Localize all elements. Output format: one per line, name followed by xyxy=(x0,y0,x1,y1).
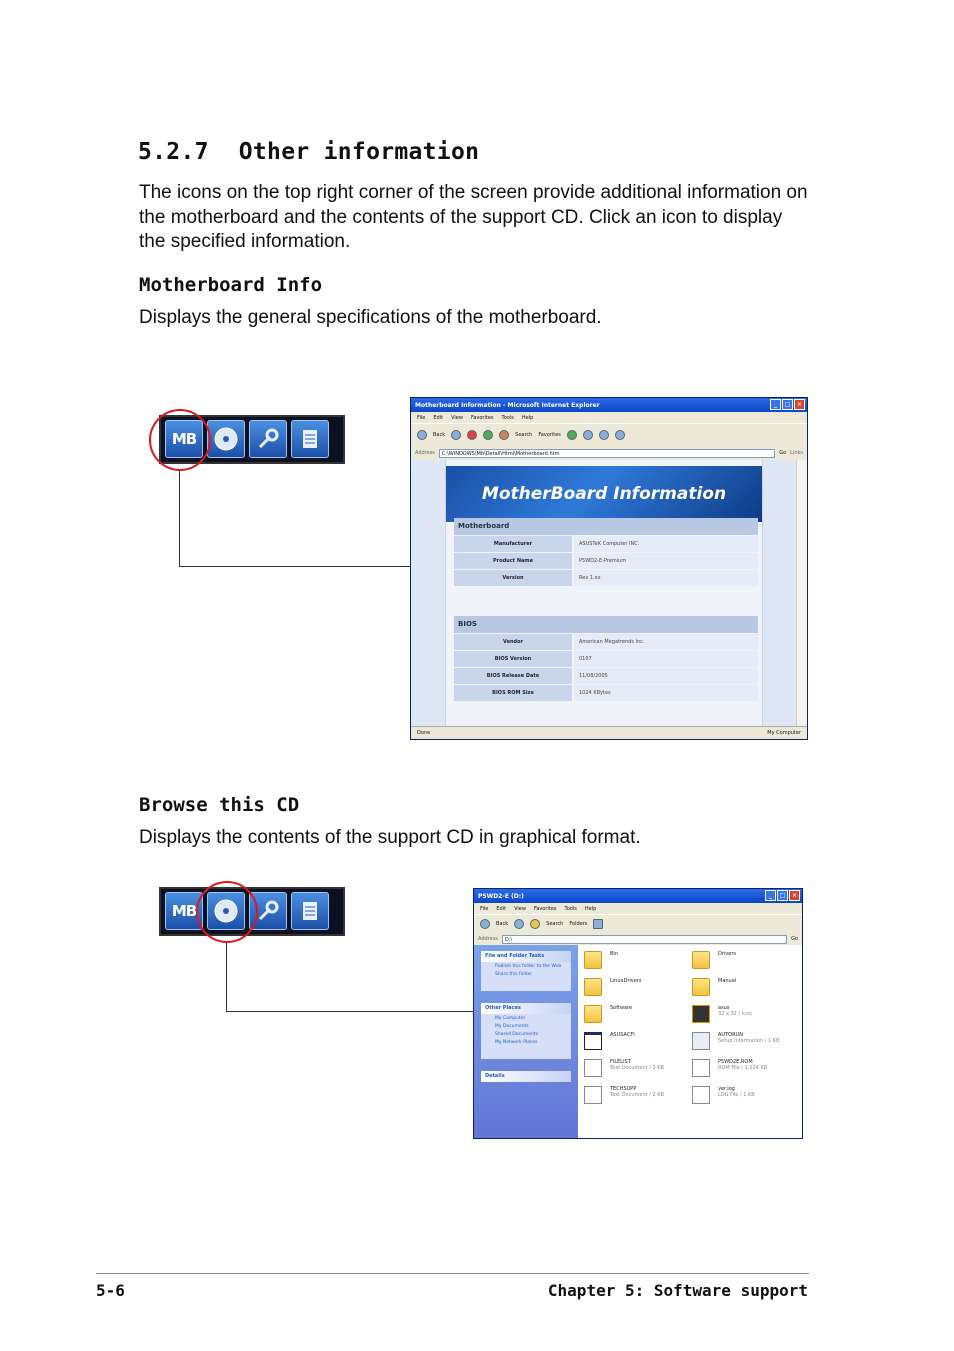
menu-view[interactable]: View xyxy=(451,414,463,421)
motherboard-info-window xyxy=(410,397,808,740)
row-key: BIOS Release Date xyxy=(454,668,572,684)
browse-cd-heading: Browse this CD xyxy=(139,794,300,816)
chapter-title: Chapter 5: Software support xyxy=(547,1281,808,1300)
row-value: Rev 1.xx xyxy=(574,570,758,586)
menu-edit[interactable]: Edit xyxy=(496,905,507,912)
file-name: FILELIST xyxy=(610,1059,631,1065)
row-value: 1024 KBytes xyxy=(574,685,758,701)
page-content xyxy=(411,460,797,727)
file-item[interactable] xyxy=(692,1059,767,1077)
file-item[interactable] xyxy=(584,978,641,996)
cd-icon[interactable] xyxy=(207,420,245,458)
log-file-icon xyxy=(692,1086,710,1104)
motherboard-page xyxy=(445,460,763,727)
file-item[interactable] xyxy=(584,951,618,969)
file-name: Software xyxy=(610,1005,633,1011)
menu-view[interactable]: View xyxy=(514,905,526,912)
back-button[interactable]: Back xyxy=(433,432,446,438)
row-value: American Megatrends Inc. xyxy=(574,634,758,650)
maximize-button[interactable]: □ xyxy=(782,399,793,410)
close-button[interactable]: × xyxy=(794,399,805,410)
motherboard-info-heading: Motherboard Info xyxy=(139,274,323,296)
section-number: 5.2.7 xyxy=(138,139,209,165)
asus-logo-icon xyxy=(692,1005,710,1023)
menu-file[interactable]: File xyxy=(480,905,489,912)
menu-tools[interactable]: Tools xyxy=(564,905,577,912)
file-list xyxy=(578,945,802,1138)
links-button[interactable]: Links xyxy=(790,450,803,456)
section-title: Other information xyxy=(238,139,480,165)
table-row xyxy=(454,685,758,701)
go-button[interactable]: Go xyxy=(791,936,798,942)
place-link[interactable]: My Network Places xyxy=(495,1040,538,1045)
motherboard-info-description: Displays the general specifications of the motherboard. xyxy=(139,307,602,328)
go-button[interactable]: Go xyxy=(779,450,787,456)
print-icon[interactable] xyxy=(615,430,625,440)
menu-help[interactable]: Help xyxy=(584,905,597,912)
place-link[interactable]: My Documents xyxy=(495,1024,529,1029)
table-row xyxy=(454,570,758,586)
close-button[interactable]: × xyxy=(789,890,800,901)
callout-line-vertical xyxy=(179,471,180,567)
setup-info-icon xyxy=(692,1032,710,1050)
toolbar xyxy=(411,423,807,446)
stop-icon[interactable] xyxy=(467,430,477,440)
menu-bar xyxy=(474,903,802,914)
wrench-icon[interactable] xyxy=(249,420,287,458)
application-icon xyxy=(584,1032,602,1050)
folder-icon xyxy=(692,978,710,996)
file-name: Bin xyxy=(610,951,618,957)
row-key: Version xyxy=(454,570,572,586)
document-icon[interactable] xyxy=(291,420,329,458)
callout-line-vertical xyxy=(226,943,227,1012)
browse-cd-description: Displays the contents of the support CD in graphical format. xyxy=(139,827,641,848)
address-input[interactable]: C:\WINDOWS\Mb\Detail\Html\Motherboard.htm xyxy=(439,449,775,458)
menu-favorites[interactable]: Favorites xyxy=(470,414,494,421)
mail-icon[interactable] xyxy=(599,430,609,440)
folder-icon xyxy=(584,1005,602,1023)
up-folder-icon[interactable] xyxy=(530,919,540,929)
file-folder-tasks-panel xyxy=(481,951,571,991)
address-label: Address xyxy=(478,936,498,942)
row-key: BIOS Version xyxy=(454,651,572,667)
forward-icon[interactable] xyxy=(514,919,524,929)
file-name: P5WD2E.ROM xyxy=(718,1059,753,1065)
file-name: Drivers xyxy=(718,951,736,957)
row-value: 0107 xyxy=(574,651,758,667)
row-value: 11/08/2005 xyxy=(574,668,758,684)
address-input[interactable]: D:\ xyxy=(502,935,787,944)
search-button[interactable]: Search xyxy=(546,921,564,927)
history-icon[interactable] xyxy=(583,430,593,440)
file-name: ver.log xyxy=(718,1086,735,1092)
search-button[interactable]: Search xyxy=(515,432,533,438)
other-places-panel xyxy=(481,1003,571,1059)
page-number: 5-6 xyxy=(96,1281,125,1300)
file-item[interactable] xyxy=(692,1086,755,1104)
status-text: Done xyxy=(417,730,431,736)
table-row xyxy=(454,553,758,569)
task-link[interactable]: Publish this folder to the Web xyxy=(495,964,562,969)
back-icon[interactable] xyxy=(480,919,490,929)
rom-file-icon xyxy=(692,1059,710,1077)
views-icon[interactable] xyxy=(593,919,603,929)
media-icon[interactable] xyxy=(567,430,577,440)
callout-line-horizontal xyxy=(179,566,411,567)
menu-tools[interactable]: Tools xyxy=(501,414,514,421)
panel-header[interactable]: Other Places xyxy=(481,1003,571,1014)
file-item[interactable] xyxy=(692,1005,752,1023)
file-details: ROM File / 1,024 KB xyxy=(718,1065,768,1071)
row-key: Vendor xyxy=(454,634,572,650)
file-item[interactable] xyxy=(692,1032,779,1050)
address-label: Address xyxy=(415,450,435,456)
file-details: Text Document / 2 KB xyxy=(610,1092,664,1098)
file-name: Manual xyxy=(718,978,737,984)
bios-section-header: BIOS xyxy=(454,616,758,633)
section-intro: The icons on the top right corner of the screen provide additional information on the motherboard and the contents of the support CD. Click an icon to display the specified information. xyxy=(139,182,808,252)
motherboard-section-header: Motherboard xyxy=(454,518,758,535)
window-titlebar xyxy=(474,889,802,903)
file-details: LOG File / 1 KB xyxy=(718,1092,755,1098)
document-icon[interactable] xyxy=(291,892,329,930)
panel-header[interactable]: Details xyxy=(481,1071,571,1082)
details-panel xyxy=(481,1071,571,1082)
table-row xyxy=(454,634,758,650)
refresh-icon[interactable] xyxy=(483,430,493,440)
place-link[interactable]: Shared Documents xyxy=(495,1032,538,1037)
forward-icon[interactable] xyxy=(451,430,461,440)
footer-rule xyxy=(96,1273,809,1274)
browse-cd-window xyxy=(473,888,803,1139)
table-row xyxy=(454,668,758,684)
task-link[interactable]: Share this folder xyxy=(495,972,533,977)
highlight-circle xyxy=(149,409,211,471)
maximize-button[interactable]: □ xyxy=(777,890,788,901)
window-titlebar xyxy=(411,398,807,412)
menu-file[interactable]: File xyxy=(417,414,426,421)
address-bar xyxy=(411,446,807,461)
file-item[interactable] xyxy=(692,951,736,969)
place-link[interactable]: My Computer xyxy=(495,1016,526,1021)
highlight-circle xyxy=(196,881,258,943)
text-document-icon xyxy=(584,1059,602,1077)
folder-icon xyxy=(584,978,602,996)
file-item[interactable] xyxy=(584,1059,664,1077)
minimize-button[interactable]: _ xyxy=(765,890,776,901)
file-item[interactable] xyxy=(584,1086,664,1104)
folders-button[interactable]: Folders xyxy=(569,921,588,927)
menu-bar xyxy=(411,412,807,423)
row-key: Manufacturer xyxy=(454,536,572,552)
file-name: ASUSACFI xyxy=(610,1032,635,1038)
menu-favorites[interactable]: Favorites xyxy=(533,905,557,912)
status-zone: My Computer xyxy=(767,730,801,736)
file-name: TECHSUPP xyxy=(610,1086,637,1092)
callout-line-horizontal xyxy=(226,1011,474,1012)
file-details: 32 x 32 / Icon xyxy=(718,1011,753,1017)
row-value: ASUSTeK Computer INC. xyxy=(574,536,758,552)
minimize-button[interactable]: _ xyxy=(770,399,781,410)
file-details: Text Document / 3 KB xyxy=(610,1065,664,1071)
row-value: P5WD2-E-Premium xyxy=(574,553,758,569)
window-title: P5WD2-E (D:) xyxy=(478,892,524,900)
file-name: asus xyxy=(718,1005,730,1011)
mb-icon[interactable]: MB xyxy=(165,420,203,458)
toolbar xyxy=(474,914,802,933)
file-name: AUTORUN xyxy=(718,1032,743,1038)
folder-icon xyxy=(692,951,710,969)
text-document-icon xyxy=(584,1086,602,1104)
section-heading xyxy=(138,139,479,165)
window-title: Motherboard Information - Microsoft Internet Explorer xyxy=(415,401,600,409)
bios-table xyxy=(454,616,758,701)
row-key: Product Name xyxy=(454,553,572,569)
task-pane xyxy=(474,945,578,1138)
table-row xyxy=(454,536,758,552)
back-icon[interactable] xyxy=(417,430,427,440)
folder-icon xyxy=(584,951,602,969)
favorites-button[interactable]: Favorites xyxy=(538,432,561,438)
file-item[interactable] xyxy=(692,978,736,996)
table-row xyxy=(454,651,758,667)
page-banner: MotherBoard Information xyxy=(446,466,762,522)
file-details: Setup Information / 1 KB xyxy=(718,1038,780,1044)
menu-help[interactable]: Help xyxy=(521,414,534,421)
file-item[interactable] xyxy=(584,1005,632,1023)
file-item[interactable] xyxy=(584,1032,635,1050)
vertical-scrollbar[interactable] xyxy=(796,460,807,727)
status-bar xyxy=(411,726,807,739)
row-key: BIOS ROM Size xyxy=(454,685,572,701)
file-name: LinuxDrivers xyxy=(610,978,642,984)
panel-header[interactable]: File and Folder Tasks xyxy=(481,951,571,962)
motherboard-table xyxy=(454,518,758,586)
back-button[interactable]: Back xyxy=(496,921,509,927)
menu-edit[interactable]: Edit xyxy=(433,414,444,421)
mb-icon[interactable]: MB xyxy=(165,892,203,930)
home-icon[interactable] xyxy=(499,430,509,440)
